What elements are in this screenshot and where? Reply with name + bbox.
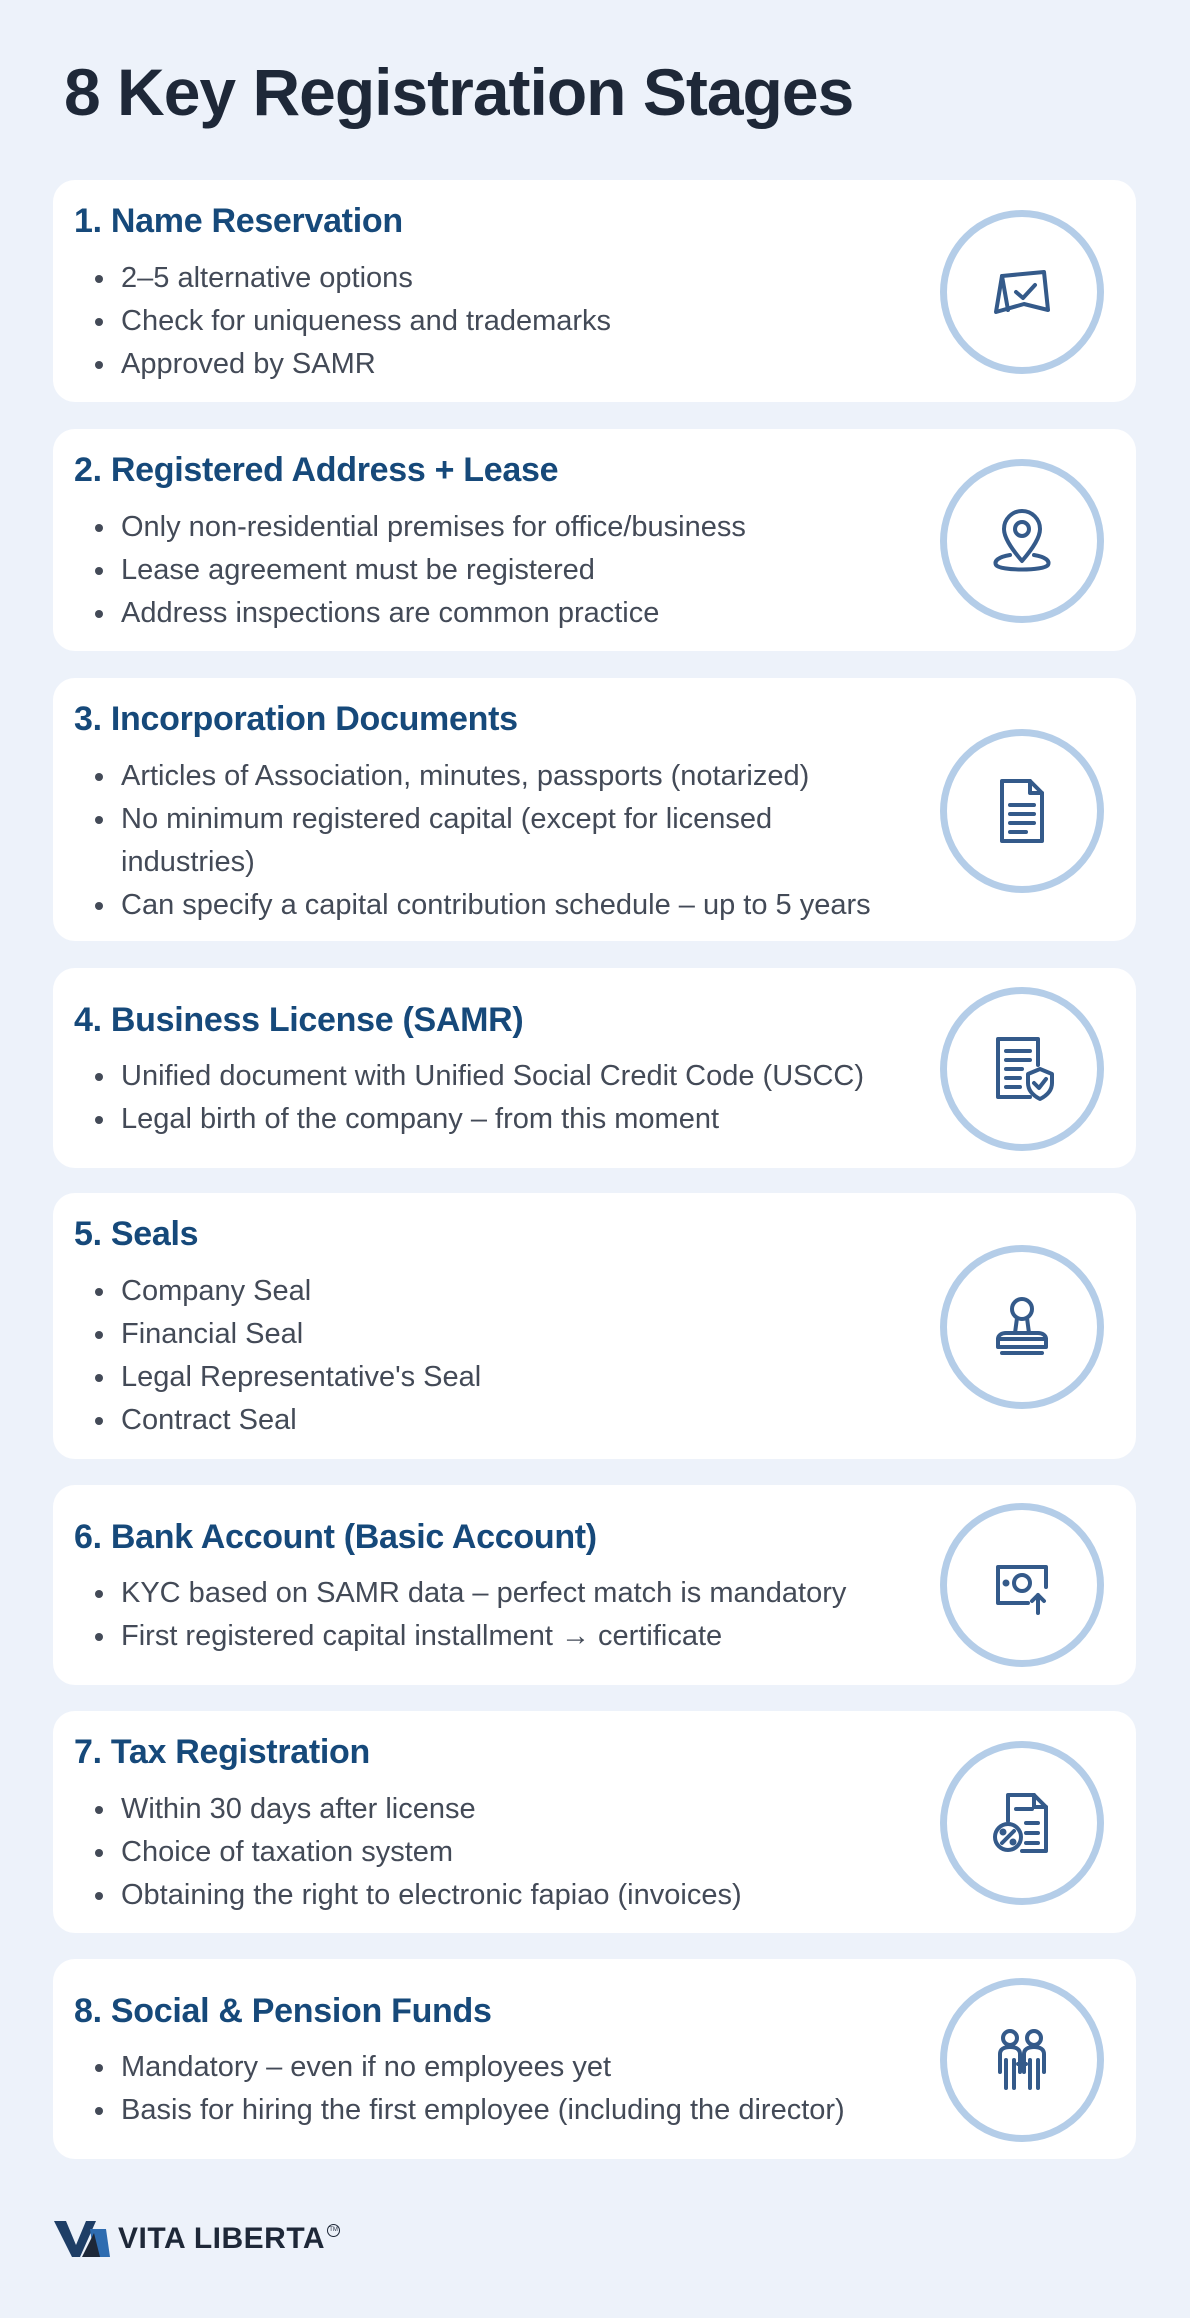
stamp-icon (982, 1287, 1062, 1367)
icon-ring (940, 729, 1104, 893)
stage-bullets (121, 506, 961, 635)
icon-ring (940, 210, 1104, 374)
icon-ring (940, 1503, 1104, 1667)
stage-card-tax-registration (53, 1711, 1136, 1933)
brand-name: VITA LIBERTA (118, 2222, 326, 2255)
stage-card-incorporation-documents (53, 678, 1136, 941)
stage-card-registered-address (53, 429, 1136, 651)
stage-bullets (121, 1788, 961, 1917)
bullet-item: No minimum registered capital (except for licensed industries) (121, 798, 841, 884)
stage-bullets (121, 1270, 961, 1442)
location-pin-icon (982, 501, 1062, 581)
stage-title: 4. Business License (SAMR) (74, 1001, 524, 1039)
tax-document-icon (982, 1783, 1062, 1863)
stage-bullets (121, 1572, 961, 1658)
bullet-item: Obtaining the right to electronic fapiao (invoices) (121, 1874, 961, 1917)
stage-card-seals (53, 1193, 1136, 1459)
stage-card-business-license (53, 968, 1136, 1168)
stage-card-social-pension-funds (53, 1959, 1136, 2159)
bullet-item: Can specify a capital contribution schedule – up to 5 years (121, 884, 961, 927)
stage-bullets (121, 1055, 961, 1141)
license-shield-icon (982, 1029, 1062, 1109)
bullet-item: Contract Seal (121, 1399, 961, 1442)
stage-title: 2. Registered Address + Lease (74, 451, 559, 489)
bullet-item: Choice of taxation system (121, 1831, 961, 1874)
bullet-item: Check for uniqueness and trademarks (121, 300, 961, 343)
bullet-item: Basis for hiring the first employee (including the director) (121, 2089, 961, 2132)
stage-card-bank-account (53, 1485, 1136, 1685)
stage-title: 8. Social & Pension Funds (74, 1992, 492, 2030)
stage-title: 1. Name Reservation (74, 202, 403, 240)
bullet-item: Company Seal (121, 1270, 961, 1313)
bullet-item: Only non-residential premises for office/business (121, 506, 961, 549)
name-tag-check-icon (982, 252, 1062, 332)
stage-title: 3. Incorporation Documents (74, 700, 518, 738)
stage-card-name-reservation (53, 180, 1136, 402)
icon-ring (940, 1978, 1104, 2142)
icon-ring (940, 459, 1104, 623)
bullet-item: Unified document with Unified Social Credit Code (USCC) (121, 1055, 961, 1098)
bullet-item: KYC based on SAMR data – perfect match is mandatory (121, 1572, 961, 1615)
document-icon (982, 771, 1062, 851)
icon-ring (940, 987, 1104, 1151)
bank-transfer-icon (982, 1545, 1062, 1625)
icon-ring (940, 1245, 1104, 1409)
people-icon (982, 2020, 1062, 2100)
bullet-item: 2–5 alternative options (121, 257, 961, 300)
vita-liberta-logo-icon (54, 2219, 110, 2259)
bullet-item: Articles of Association, minutes, passports (notarized) (121, 755, 961, 798)
bullet-item: Approved by SAMR (121, 343, 961, 386)
bullet-item: Financial Seal (121, 1313, 961, 1356)
icon-ring (940, 1741, 1104, 1905)
stage-title: 6. Bank Account (Basic Account) (74, 1518, 597, 1556)
page-title: 8 Key Registration Stages (64, 55, 854, 129)
footer-logo (54, 2219, 340, 2259)
bullet-item: Legal Representative's Seal (121, 1356, 961, 1399)
stage-title: 5. Seals (74, 1215, 199, 1253)
trademark-mark: TM (327, 2224, 340, 2237)
bullet-item: Legal birth of the company – from this moment (121, 1098, 961, 1141)
bullet-item: Lease agreement must be registered (121, 549, 961, 592)
bullet-item: First registered capital installment → certificate (121, 1615, 961, 1658)
bullet-item: Address inspections are common practice (121, 592, 961, 635)
stage-bullets (121, 755, 961, 927)
bullet-item: Within 30 days after license (121, 1788, 961, 1831)
stage-bullets (121, 257, 961, 386)
stage-bullets (121, 2046, 961, 2132)
stage-title: 7. Tax Registration (74, 1733, 370, 1771)
bullet-item: Mandatory – even if no employees yet (121, 2046, 961, 2089)
